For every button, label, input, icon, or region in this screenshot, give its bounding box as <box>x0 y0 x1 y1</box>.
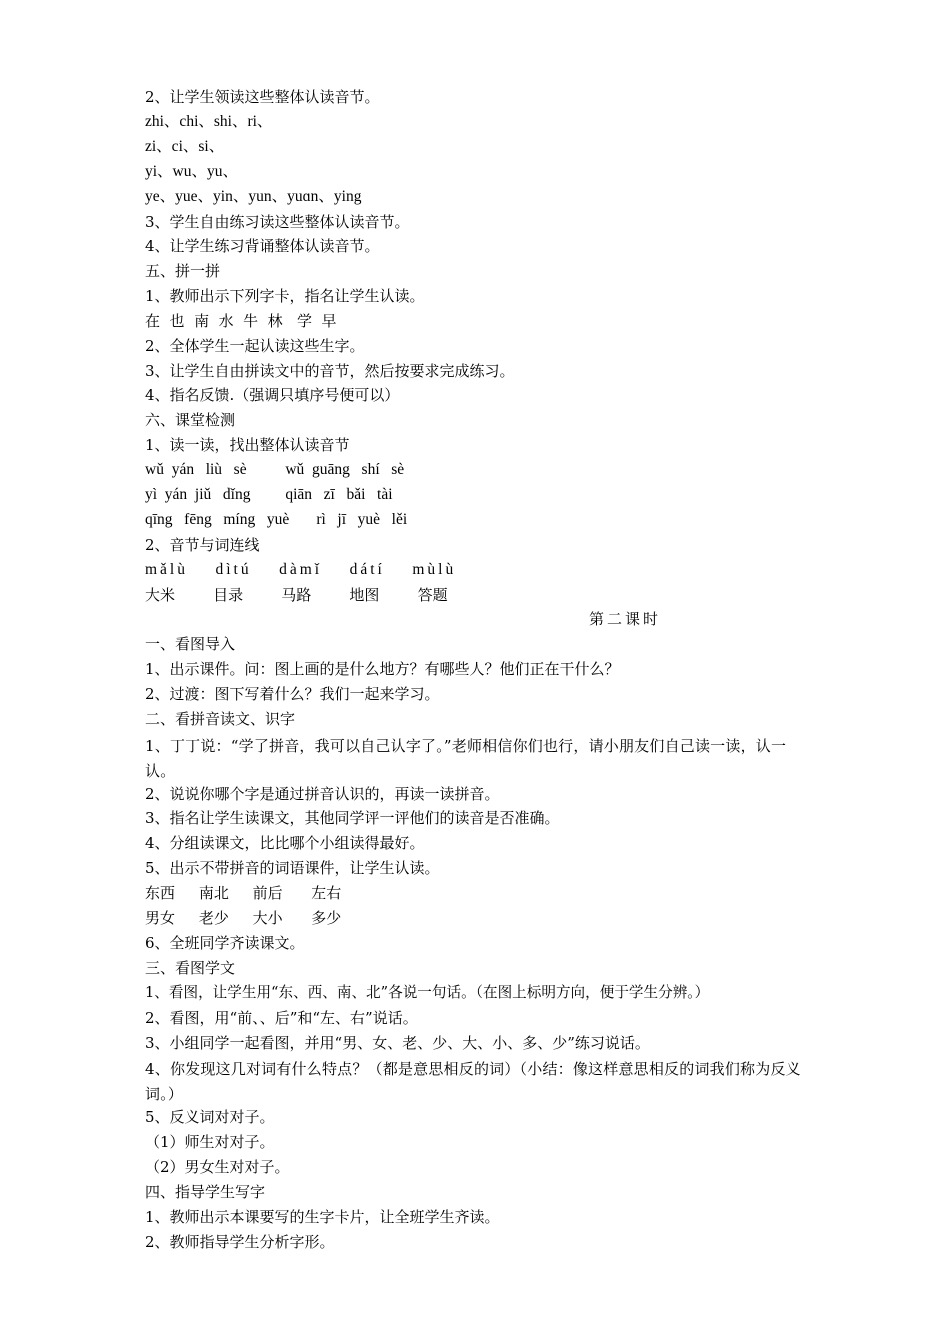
word-list: 东西 南北 前后 左右 <box>145 884 342 902</box>
section-heading: 四、指导学生写字 <box>145 1183 266 1201</box>
text-line: 3、学生自由练习读这些整体认读音节。 <box>145 213 410 231</box>
text-line: 2、过渡：图下写着什么？我们一起来学习。 <box>145 685 440 703</box>
pinyin-line: mǎlù dìtú dàmǐ dátí mùlù <box>145 561 457 578</box>
character-list: 在 也 南 水 牛 林 学 早 <box>145 312 337 330</box>
text-line: 2、看图，用“前、、后”和“左、右”说话。 <box>145 1009 418 1027</box>
text-line: 3、让学生自由拼读文中的音节，然后按要求完成练习。 <box>145 362 515 380</box>
section-heading: 五、拼一拼 <box>145 262 221 280</box>
text-line: 3、指名让学生读课文，其他同学评一评他们的读音是否准确。 <box>145 809 560 827</box>
text-line: 1、读一读，找出整体认读音节 <box>145 436 350 454</box>
text-line: 2、说说你哪个字是通过拼音认识的，再读一读拼音。 <box>145 785 500 803</box>
text-line: 4、让学生练习背诵整体认读音节。 <box>145 237 380 255</box>
pinyin-line: zi、ci、si、 <box>145 138 225 155</box>
text-paragraph: 4、你发现这几对词有什么特点？（都是意思相反的词）（小结：像这样意思相反的词我们称为反义词。） <box>145 1060 801 1103</box>
section-heading: 二、看拼音读文、识字 <box>145 710 296 728</box>
text-line: （1）师生对对子。 <box>145 1133 275 1151</box>
pinyin-line: yi、wu、yu、 <box>145 163 239 180</box>
lesson-title: 第二课时 <box>588 610 661 628</box>
pinyin-line: qīng fēng míng yuè rì jī yuè lěi <box>145 511 408 528</box>
pinyin-line: yì yán jiǔ dǐng qiān zī bǎi tài <box>145 486 393 503</box>
text-line: 6、全班同学齐读课文。 <box>145 934 305 952</box>
text-line: 4、分组读课文，比比哪个小组读得最好。 <box>145 834 425 852</box>
text-line: 5、出示不带拼音的词语课件，让学生认读。 <box>145 859 440 877</box>
text-line: 2、全体学生一起认读这些生字。 <box>145 337 365 355</box>
section-heading: 三、看图学文 <box>145 959 236 977</box>
text-line: 2、让学生领读这些整体认读音节。 <box>145 88 380 106</box>
text-line: （2）男女生对对子。 <box>145 1158 290 1176</box>
text-line: 4、指名反馈.（强调只填序号便可以） <box>145 386 400 404</box>
pinyin-line: wǔ yán liù sè wǔ guāng shí sè <box>145 461 405 478</box>
word-list: 男女 老少 大小 多少 <box>145 909 342 927</box>
text-line: 2、音节与词连线 <box>145 536 260 554</box>
pinyin-line: ye、yue、yin、yun、yuɑn、ying <box>145 188 362 205</box>
text-line: 1、教师出示本课要写的生字卡片，让全班学生齐读。 <box>145 1208 500 1226</box>
text-line: 1、出示课件。问：图上画的是什么地方？有哪些人？他们正在干什么？ <box>145 660 620 678</box>
section-heading: 一、看图导入 <box>145 635 236 653</box>
text-line: 3、小组同学一起看图，并用“男、女、老、少、大、小、多、少”练习说话。 <box>145 1034 650 1052</box>
word-list: 大米 目录 马路 地图 答题 <box>145 586 448 604</box>
text-line: 2、教师指导学生分析字形。 <box>145 1233 335 1251</box>
text-line: 1、教师出示下列字卡，指名让学生认读。 <box>145 287 425 305</box>
text-line: 1、看图，让学生用“东、西、南、北”各说一句话。（在图上标明方向，便于学生分辨。） <box>145 984 710 1001</box>
section-heading: 六、课堂检测 <box>145 411 236 429</box>
text-paragraph: 1、丁丁说：“学了拼音，我可以自己认字了。”老师相信你们也行，请小朋友们自己读一读，认一认。 <box>145 737 787 780</box>
pinyin-line: zhi、chi、shi、ri、 <box>145 113 273 130</box>
text-line: 5、反义词对对子。 <box>145 1108 275 1126</box>
